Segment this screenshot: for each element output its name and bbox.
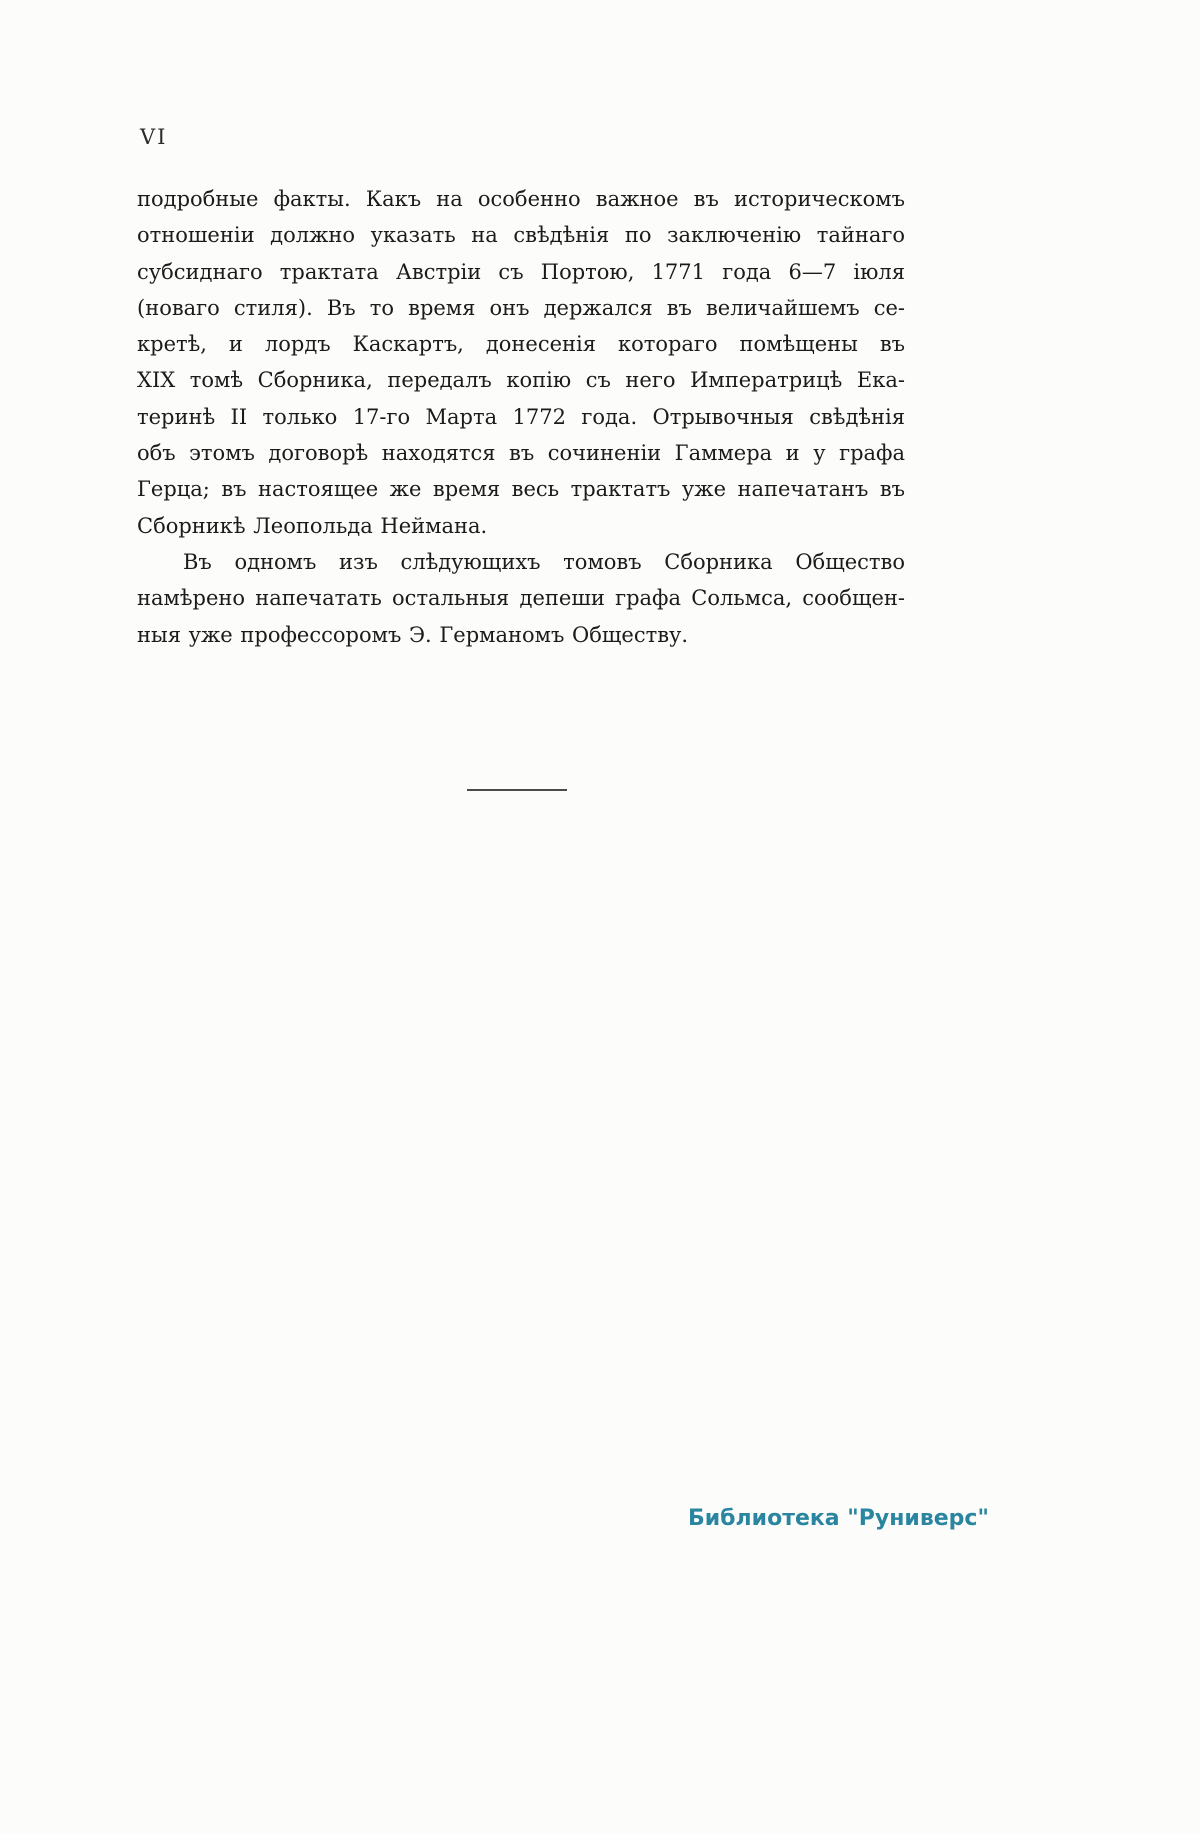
text-line: XIX томѣ Сборника, передалъ копію съ него Императрицѣ Ека-: [137, 368, 905, 393]
text-line: ныя уже профессоромъ Э. Германомъ Обществу.: [137, 622, 689, 647]
text-line: объ этомъ договорѣ находятся въ сочиненіи Гаммера и у графа: [137, 441, 905, 466]
text-line: теринѣ II только 17-го Марта 1772 года. Отрывочныя свѣдѣнія: [137, 404, 905, 429]
text-line: субсиднаго трактата Австріи съ Портою, 1771 года 6—7 іюля: [137, 259, 905, 284]
watermark-text: Библиотека "Руниверс": [688, 1506, 989, 1531]
section-divider: [467, 789, 567, 791]
text-line: Въ одномъ изъ слѣдующихъ томовъ Сборника Общество: [183, 549, 905, 574]
text-line: Сборникѣ Леопольда Неймана.: [137, 513, 488, 538]
text-line: отношеніи должно указать на свѣдѣнія по заключенію тайнаго: [137, 223, 905, 248]
text-line: кретѣ, и лордъ Каскартъ, донесенія котораго помѣщены въ: [137, 332, 905, 357]
body-text: [137, 181, 905, 653]
page-number: VI: [140, 125, 168, 149]
text-line: (новаго стиля). Въ то время онъ держался въ величайшемъ се-: [137, 295, 905, 320]
text-line: подробные факты. Какъ на особенно важное въ историческомъ: [137, 187, 905, 211]
paragraph-1: [137, 181, 905, 544]
text-line: Герца; въ настоящее же время весь трактатъ уже напечатанъ въ: [137, 477, 905, 502]
text-line: намѣрено напечатать остальныя депеши графа Сольмса, сообщен-: [137, 586, 905, 611]
paragraph-2: [137, 544, 905, 653]
